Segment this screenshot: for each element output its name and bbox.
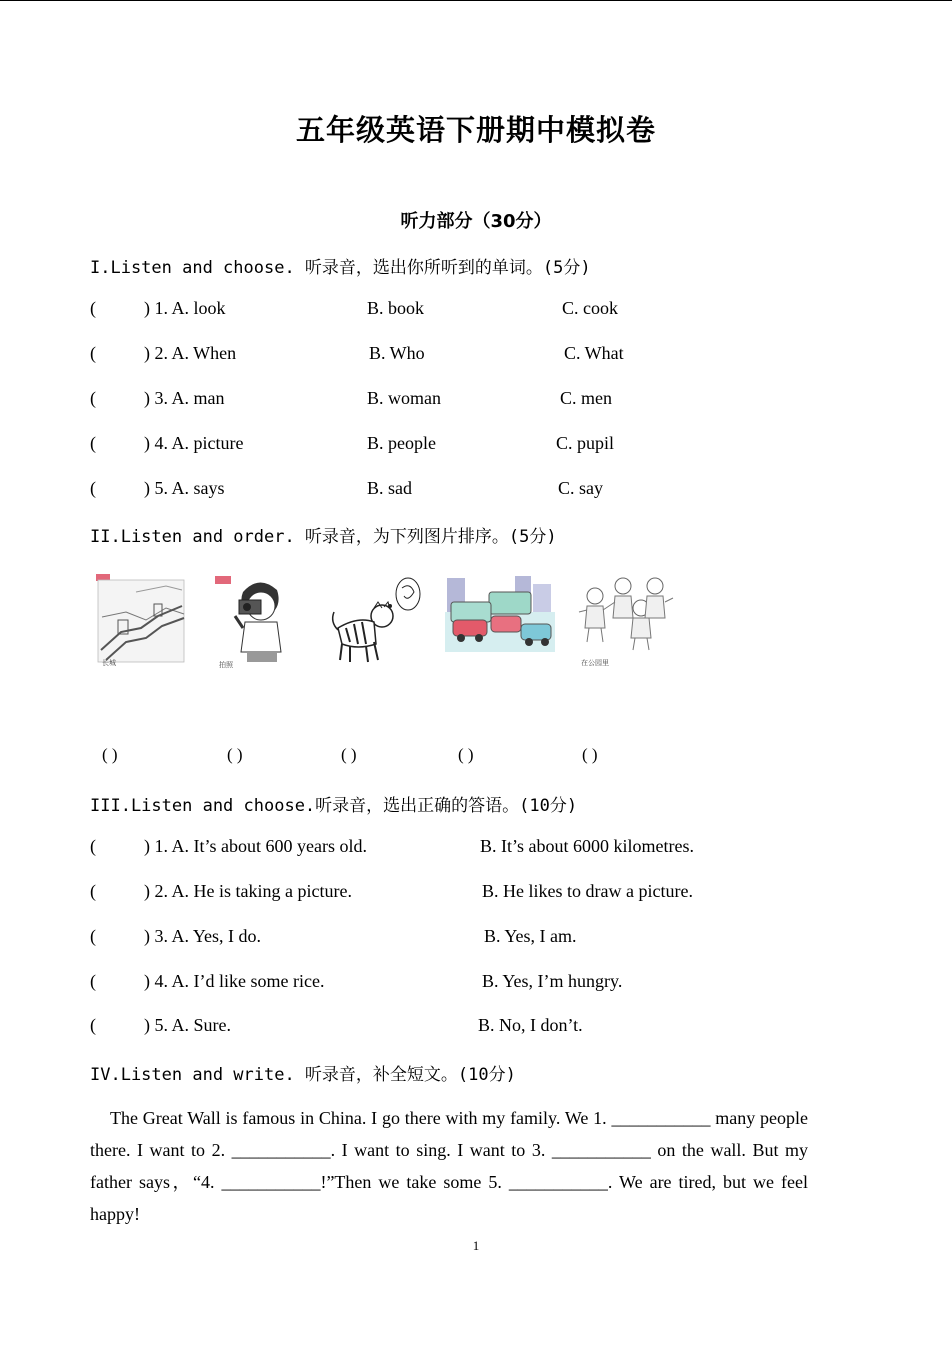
section-1-heading: I.Listen and choose. 听录音，选出你所听到的单词。(5分): [90, 258, 591, 278]
answer-blank[interactable]: ( ): [227, 745, 243, 764]
answer-blank[interactable]: ( ): [458, 745, 474, 764]
picture-tiger: [328, 572, 423, 672]
option-a: ) 1. A. It’s about 600 years old.: [144, 836, 367, 856]
open-paren: (: [90, 971, 96, 991]
tiger-icon: [328, 572, 423, 672]
section-3-heading: III.Listen and choose.听录音，选出正确的答语。(10分): [90, 796, 578, 816]
answer-blank[interactable]: ( ): [582, 745, 598, 764]
open-paren: (: [90, 926, 96, 946]
picture-caption: 拍照: [219, 661, 233, 669]
option-a: ) 2. A. He is taking a picture.: [144, 881, 352, 901]
top-border: [0, 0, 952, 1]
open-paren: (: [90, 433, 96, 453]
option-c: C. men: [560, 388, 612, 408]
fill-in-passage: The Great Wall is famous in China. I go there with my family. We 1. ___________ many people there. I want to 2. ___________. I want to sing. I want to 3. ___________ on the wall. But my father says，“4. ___________!”Then we take some 5. ___________. We are tired, but we feel happy!: [90, 1108, 808, 1224]
picture-traffic: [445, 572, 555, 672]
picture-caption: 长城: [102, 659, 116, 667]
picture-photographer: [215, 572, 295, 672]
option-a: ) 3. A. man: [144, 388, 225, 408]
option-c: C. What: [564, 343, 624, 363]
option-a: ) 2. A. When: [144, 343, 237, 363]
section-2-heading: II.Listen and order. 听录音，为下列图片排序。(5分): [90, 527, 557, 547]
answer-blank[interactable]: ( ): [341, 745, 357, 764]
children-icon: [575, 572, 675, 672]
option-b: B. sad: [367, 478, 412, 498]
great-wall-icon: [96, 572, 188, 672]
option-c: C. pupil: [556, 433, 615, 453]
option-c: C. say: [558, 478, 603, 498]
option-b: B. Who: [369, 343, 425, 363]
traffic-icon: [445, 572, 555, 672]
answer-blank[interactable]: ( ): [102, 745, 118, 764]
open-paren: (: [90, 881, 96, 901]
option-b: B. No, I don’t.: [478, 1015, 583, 1035]
option-c: C. cook: [562, 298, 618, 318]
option-a: ) 5. A. says: [144, 478, 225, 498]
option-b: B. Yes, I am.: [484, 926, 577, 946]
page-number: 1: [472, 1238, 480, 1253]
open-paren: (: [90, 343, 96, 363]
option-b: B. people: [367, 433, 436, 453]
option-a: ) 3. A. Yes, I do.: [144, 926, 262, 946]
option-b: B. He likes to draw a picture.: [482, 881, 693, 901]
open-paren: (: [90, 298, 96, 318]
open-paren: (: [90, 836, 96, 856]
open-paren: (: [90, 1015, 96, 1035]
picture-caption: 在公园里: [581, 659, 609, 667]
option-b: B. It’s about 6000 kilometres.: [480, 836, 694, 856]
option-a: ) 4. A. I’d like some rice.: [144, 971, 325, 991]
listening-section-title: 听力部分（30分）: [400, 211, 552, 232]
picture-great-wall: [96, 572, 188, 672]
option-b: B. book: [367, 298, 425, 318]
option-b: B. Yes, I’m hungry.: [482, 971, 623, 991]
page-title: 五年级英语下册期中模拟卷: [295, 113, 656, 147]
option-a: ) 5. A. Sure.: [144, 1015, 231, 1035]
photographer-icon: [215, 572, 295, 672]
picture-children: [575, 572, 675, 672]
option-b: B. woman: [367, 388, 441, 408]
option-a: ) 1. A. look: [144, 298, 226, 318]
section-4-heading: IV.Listen and write. 听录音，补全短文。(10分): [90, 1065, 516, 1085]
open-paren: (: [90, 478, 96, 498]
option-a: ) 4. A. picture: [144, 433, 244, 453]
open-paren: (: [90, 388, 96, 408]
